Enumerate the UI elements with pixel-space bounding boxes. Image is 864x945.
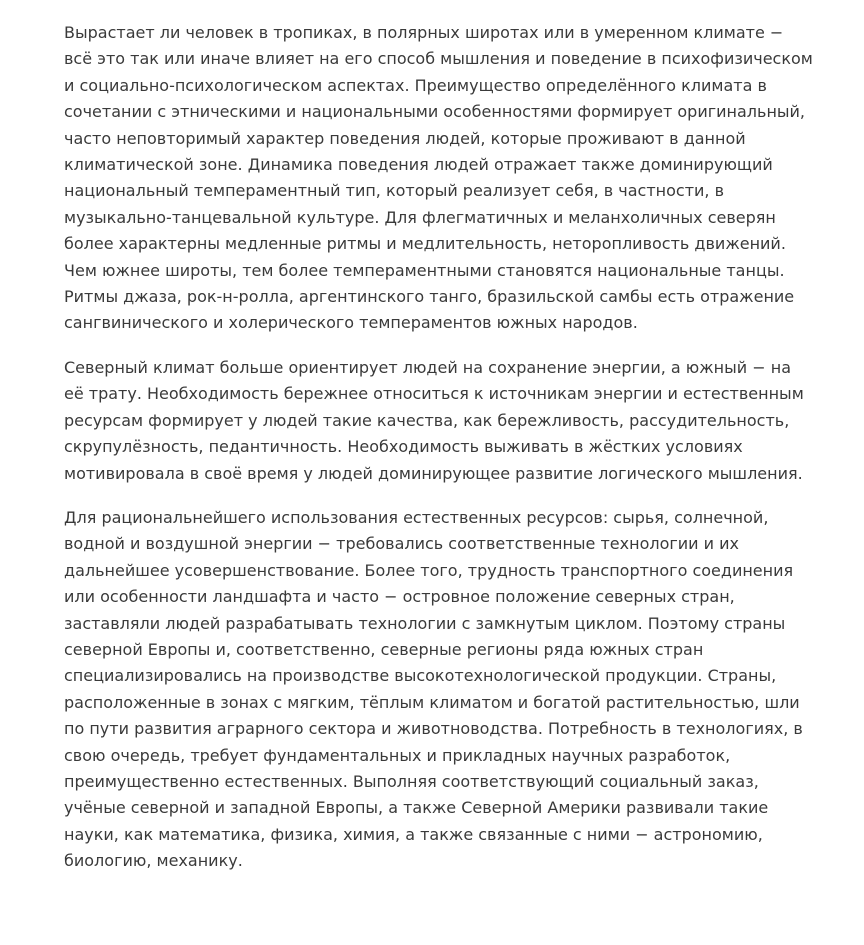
paragraph-technology-science: Для рациональнейшего использования естественных ресурсов: сырья, солнечной, водной и воздушной энергии − требовались соответственные технологии и их дальнейшее усовершенствование. Более того, трудность транспортного соединения или особенности ландшафта и часто − островное положение северных стран, заставляли людей разрабатывать технологии с замкнутым циклом. Поэтому страны северной Европы и, соответственно, северные регионы ряда южных стран специализировались на производстве высокотехнологической продукции. Страны, расположенные в зонах с мягким, тёплым климатом и богатой растительностью, шли по пути развития аграрного сектора и животноводства. Потребность в технологиях, в свою очередь, требует фундаментальных и прикладных научных разработок, преимущественно естественных. Выполняя соответствующий социальный заказ, учёные северной и западной Европы, а также Северной Америки развивали такие науки, как математика, физика, химия, а также связанные с ними − астрономию, биологию, механику. bbox=[64, 507, 803, 871]
paragraph-climate-temperament: Вырастает ли человек в тропиках, в полярных широтах или в умеренном климате − всё это так или иначе влияет на его способ мышления и поведение в психофизическом и социально-психологическом аспектах. Преимущество определённого климата в сочетании с этническими и национальными особенностями формирует оригинальный, часто неповторимый характер поведения людей, которые проживают в данной климатической зоне. Динамика поведения людей отражает также доминирующий национальный темпераментный тип, который реализует себя, в частности, в музыкально-танцевальной культуре. Для флегматичных и меланхоличных северян более характерны медленные ритмы и медлительность, неторопливость движений. Чем южнее широты, тем более темпераментными становятся национальные танцы. Ритмы джаза, рок-н-ролла, аргентинского танго, бразильской самбы есть отражение сангвинического и холерического темпераментов южных народов. bbox=[64, 23, 813, 333]
paragraph-northern-climate: Северный климат больше ориентирует людей на сохранение энергии, а южный − на её трату. Необходимость бережнее относиться к источникам энергии и естественным ресурсам формирует у людей такие качества, как бережливость, рассудительность, скрупулёзность, педантичность. Необходимость выживать в жёстких условиях мотивировала в своё время у людей доминирующее развитие логического мышления. bbox=[64, 357, 804, 483]
